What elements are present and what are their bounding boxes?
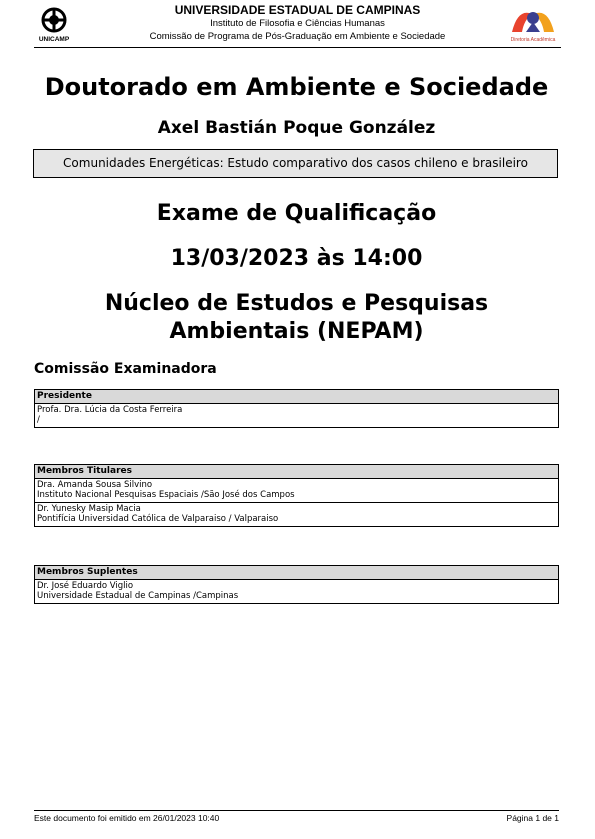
footer-divider: [34, 810, 559, 811]
member-row: [35, 580, 558, 603]
student-name: Axel Bastián Poque González: [157, 118, 436, 138]
exam-datetime: 13/03/2023 às 14:00: [170, 246, 423, 271]
member-affiliation: Instituto Nacional Pesquisas Espaciais /São José dos Campos: [37, 490, 295, 500]
member-row: [35, 479, 558, 503]
member-affiliation: Universidade Estadual de Campinas /Campinas: [37, 591, 239, 601]
page-number: Página 1 de 1: [506, 813, 559, 823]
issue-timestamp: Este documento foi emitido em 26/01/2023 10:40: [34, 813, 220, 823]
member-name: Dr. Yunesky Masip Macia: [37, 504, 141, 514]
exam-location-line1: Núcleo de Estudos e Pesquisas: [104, 291, 489, 316]
exam-location: [34, 290, 559, 346]
member-affiliation: /: [37, 415, 40, 425]
section-presidente: [34, 389, 559, 428]
unicamp-logo: [36, 6, 72, 44]
thesis-title: Comunidades Energéticas: Estudo comparativo dos casos chileno e brasileiro: [33, 149, 558, 178]
member-affiliation: Pontifícia Universidad Católica de Valparaiso / Valparaiso: [37, 514, 279, 524]
program-title: Doutorado em Ambiente e Sociedade: [44, 73, 549, 101]
member-name: Dra. Amanda Sousa Silvino: [37, 480, 153, 490]
section-membros-titulares: [34, 464, 559, 527]
member-row: [35, 503, 558, 526]
section-membros-suplentes: [34, 565, 559, 604]
university-name: UNIVERSIDADE ESTADUAL DE CAMPINAS: [174, 3, 421, 17]
section-header: Membros Titulares: [35, 465, 558, 479]
exam-type: Exame de Qualificação: [156, 201, 437, 226]
section-header: Membros Suplentes: [35, 566, 558, 580]
member-row: [35, 404, 558, 427]
member-name: Profa. Dra. Lúcia da Costa Ferreira: [37, 405, 183, 415]
diretoria-academica-logo: [508, 6, 558, 44]
svg-text:Diretoria Acadêmica: Diretoria Acadêmica: [510, 37, 556, 43]
exam-location-line2: Ambientais (NEPAM): [169, 319, 424, 344]
member-name: Dr. José Eduardo Viglio: [37, 581, 134, 591]
institute-name: Instituto de Filosofia e Ciências Humanas: [210, 18, 385, 29]
committee-title: Comissão Examinadora: [34, 361, 217, 377]
section-header: Presidente: [35, 390, 558, 404]
svg-text:UNICAMP: UNICAMP: [38, 36, 70, 43]
commission-name: Comissão de Programa de Pós-Graduação em Ambiente e Sociedade: [149, 31, 446, 42]
